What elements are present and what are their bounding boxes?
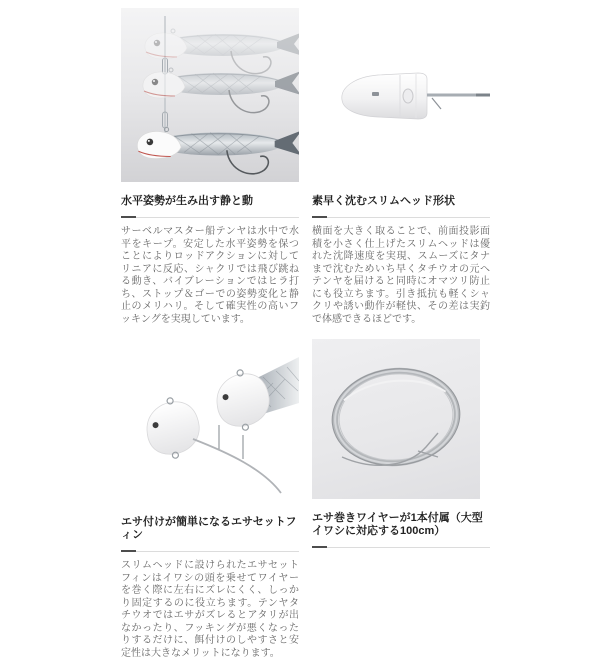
feature-heading: 素早く沈むスリムヘッド形状	[312, 195, 455, 207]
section-horizontal-posture	[121, 8, 299, 326]
divider	[121, 217, 299, 218]
wire-coil-illustration	[312, 339, 480, 499]
slim-head-illustration	[312, 8, 490, 182]
divider	[312, 217, 490, 218]
divider	[312, 547, 490, 548]
feature-description: スリムヘッドに設けられたエサセットフィンはイワシの頭を乗せてワイヤーを巻く際に左右にズレにくく、しっかり固定するのに役立ちます。テンヤタチウオではエサがズレるとアタリが出なかったり、フッキングが悪くなったりするだけに、餌付けのしやすさと安定性は大きなメリットになります。	[121, 560, 299, 659]
feature-heading: エサ巻きワイヤーが1本付属（大型イワシに対応する100cm）	[312, 512, 483, 537]
slim-head-photo	[312, 8, 490, 182]
divider	[121, 551, 299, 552]
esa-set-fin-illustration	[121, 339, 299, 503]
feature-description: 横面を大きく取ることで、前面投影面積を小さく仕上げたスリムヘッドは優れた沈降速度を実現、スムーズにタナまで沈むためいち早くタチウオの元へテンヤを届けると同時にオマツリ防止にも役立ちます。引き抵抗も軽くシャクリや誘い動作が軽快、その差は実釣で体感できるほどです。	[312, 226, 490, 325]
feature-grid	[121, 8, 490, 660]
section-esa-set-fin	[121, 326, 299, 660]
wire-coil-photo	[312, 339, 480, 499]
feature-heading: 水平姿勢が生み出す静と動	[121, 195, 253, 207]
section-esa-wire	[312, 326, 490, 660]
three-tenya-lures-photo	[121, 8, 299, 182]
feature-heading: エサ付けが簡単になるエサセットフィン	[121, 516, 297, 541]
three-tenya-lures-illustration	[121, 8, 299, 182]
section-slim-head	[312, 8, 490, 326]
esa-set-fin-heads-photo	[121, 339, 299, 503]
feature-description: サーベルマスター船テンヤは水中で水平をキープ。安定した水平姿勢を保つことによりロッドアクションに対してリニアに反応、シャクリでは飛び跳ねる動き、バイブレーションではヒラ打ち、ストップ＆ゴーでの姿勢変化と静止のメリハリ。そして確実性の高いフッキングを実現しています。	[121, 226, 299, 325]
